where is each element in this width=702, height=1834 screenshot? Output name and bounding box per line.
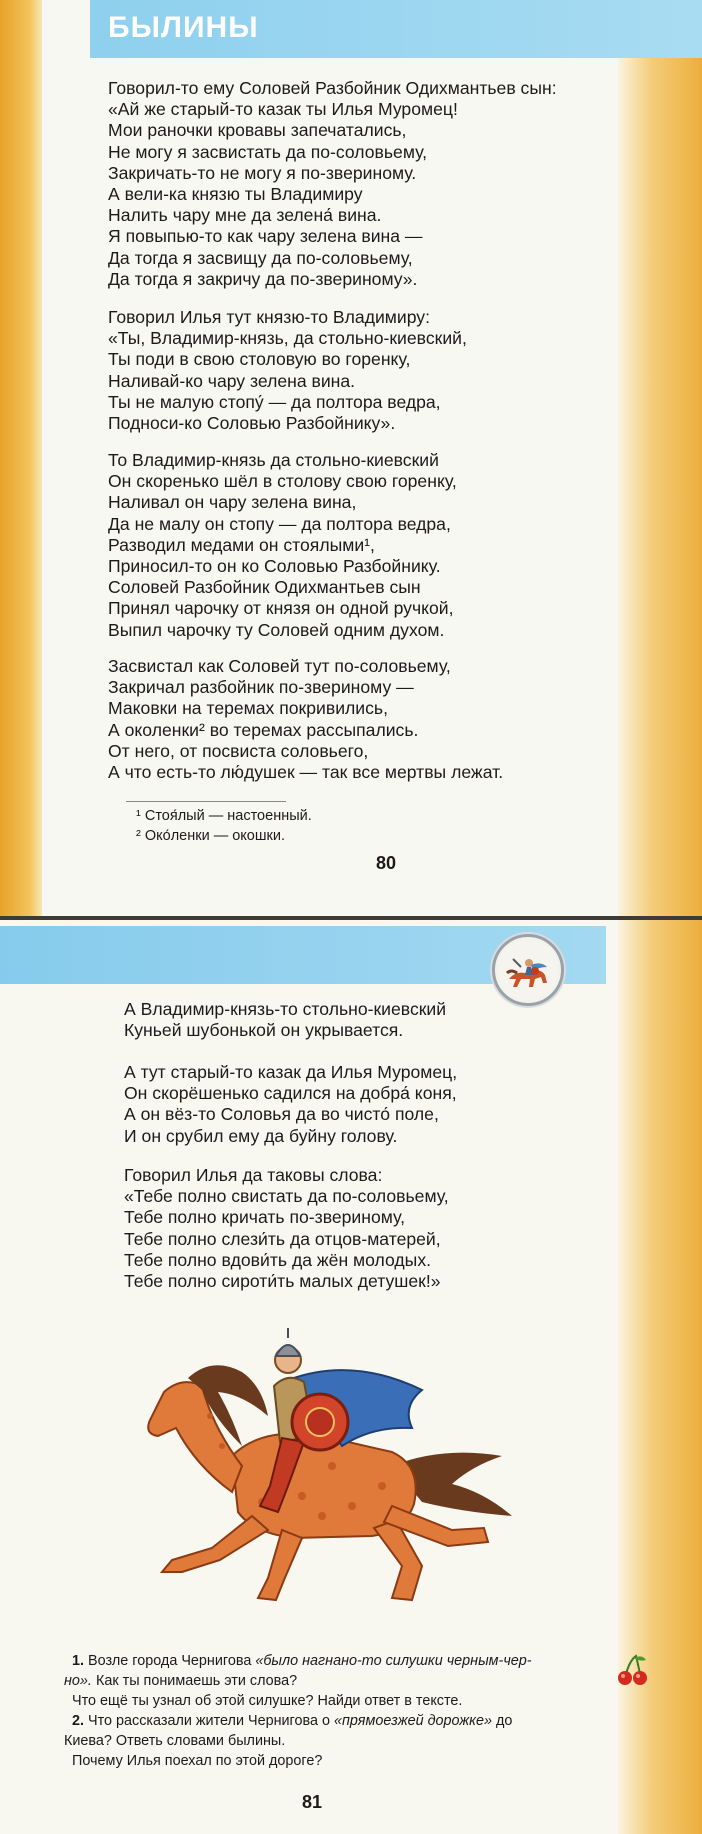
verse-line: Соловей Разбойник Одихмантьев сын <box>108 577 421 598</box>
question-1-line: Что ещё ты узнал об этой силушке? Найди ответ в тексте. <box>72 1693 463 1709</box>
verse-line: Ты не малую стопу́ — да полтора ведра, <box>108 391 441 412</box>
verse-line: То Владимир-князь да стольно-киевский <box>108 450 439 470</box>
verse-line: А что есть-то лю́душек — так все мертвы лежат. <box>108 761 504 782</box>
verse-line: От него, от посвиста соловьего, <box>108 740 369 761</box>
verse-line: Тебе полно кричать по-звериному, <box>124 1207 405 1228</box>
question-2-line: 2. Что рассказали жители Чернигова о «прямоезжей дорожке» до <box>72 1713 513 1729</box>
footnote-divider <box>126 801 286 802</box>
bogatyr-on-horse-illustration <box>92 1316 542 1634</box>
section-header <box>90 0 702 58</box>
verse-line: Он скоренько шёл в столову свою горенку, <box>108 471 457 492</box>
verse-line: А тут старый-то казак да Илья Муромец, <box>124 1062 458 1082</box>
verse-line: А околенки² во теремах рассыпались. <box>108 719 419 740</box>
right-margin-strip <box>618 920 702 1834</box>
verse-line: Засвистал как Соловей тут по-соловьему, <box>108 656 451 676</box>
question-2-line: Почему Илья поехал по этой дороге? <box>72 1753 323 1769</box>
page-number: 80 <box>376 853 397 873</box>
verse-line: Куньей шубонькой он укрывается. <box>124 1020 404 1041</box>
verse-line: Выпил чарочку ту Соловей одним духом. <box>108 619 445 640</box>
verse-line: Тебе полно вдови́ть да жён молодых. <box>124 1249 432 1270</box>
stanza <box>108 656 596 783</box>
verse-line: Он скорёшенько садился на добра́ коня, <box>124 1083 457 1104</box>
verse-line: И он срубил ему да буйну голову. <box>124 1125 398 1146</box>
page-number: 81 <box>302 1792 323 1812</box>
verse-line: Ты поди в свою столовую во горенку, <box>108 349 411 370</box>
verse-line: Маковки на теремах покривились, <box>108 698 388 719</box>
question-1-line: но». Как ты понимаешь эти слова? <box>64 1673 298 1689</box>
verse-line: Наливай-ко чару зелена вина. <box>108 370 356 391</box>
footnotes <box>136 806 312 846</box>
verse-line: Закричал разбойник по-звериному — <box>108 677 414 698</box>
verse-line: «Тебе полно свистать да по-соловьему, <box>124 1186 449 1207</box>
verse-line: Говорил Илья да таковы слова: <box>124 1165 383 1185</box>
verse-line: Принял чарочку от князя он одной ручкой, <box>108 598 454 619</box>
page-81 <box>0 920 702 1834</box>
verse-line: А Владимир-князь-то стольно-киевский <box>124 999 447 1019</box>
verse-line: «Ай же старый-то казак ты Илья Муромец! <box>108 99 458 120</box>
cherries-icon <box>614 1652 650 1688</box>
questions-block <box>64 1651 614 1771</box>
verse-line: Тебе полно слези́ть да отцов-матерей, <box>124 1228 441 1249</box>
verse-line: Да тогда я засвищу да по-соловьему, <box>108 247 413 268</box>
stanza <box>124 1062 492 1147</box>
verse-line: Тебе полно сироти́ть малых детушек!» <box>124 1270 441 1291</box>
verse-line: Мои раночки кровавы запечатались, <box>108 120 407 141</box>
verse-line: А вели-ка князю ты Владимиру <box>108 183 363 204</box>
verse-line: Говорил-то ему Соловей Разбойник Одихмантьев сын: <box>108 78 557 98</box>
verse-line: Я повыпью-то как чару зелена вина — <box>108 226 423 247</box>
page-80 <box>0 0 702 916</box>
section-title: БЫЛИНЫ <box>108 11 259 44</box>
stanza <box>124 1165 492 1292</box>
verse-line: «Ты, Владимир-князь, да стольно-киевский, <box>108 328 467 349</box>
question-2-line: Киева? Ответь словами былины. <box>64 1733 286 1749</box>
footnote: ² Око́ленки — окошки. <box>136 828 285 844</box>
left-margin-strip <box>0 0 42 916</box>
verse-line: Закричать-то не могу я по-звериному. <box>108 162 417 183</box>
verse-line: Подноси-ко Соловью Разбойнику». <box>108 412 396 433</box>
footnote: ¹ Стоя́лый — настоенный. <box>136 808 312 824</box>
verse-line: Да тогда я закричу да по-звериному». <box>108 268 418 289</box>
verse-line: А он вёз-то Соловья да во чисто́ поле, <box>124 1104 439 1125</box>
stanza <box>108 450 596 641</box>
verse-line: Не могу я засвистать да по-соловьему, <box>108 141 428 162</box>
stanza <box>108 307 596 434</box>
verse-line: Разводил медами он стоялыми¹, <box>108 534 375 555</box>
right-margin-strip <box>618 0 702 916</box>
question-1-line: 1. Возле города Чернигова «было нагнано-то силушки черным-чер- <box>72 1653 532 1669</box>
verse-line: Приносил-то он ко Соловью Разбойнику. <box>108 555 441 576</box>
verse-line: Да не малу он стопу — да полтора ведра, <box>108 513 451 534</box>
verse-line: Налить чару мне да зелена́ вина. <box>108 205 382 226</box>
verse-line: Говорил Илья тут князю-то Владимиру: <box>108 307 430 327</box>
stanza <box>124 999 492 1041</box>
stanza <box>108 78 596 290</box>
horseman-emblem-icon <box>492 934 564 1006</box>
verse-line: Наливал он чару зелена вина, <box>108 492 357 513</box>
